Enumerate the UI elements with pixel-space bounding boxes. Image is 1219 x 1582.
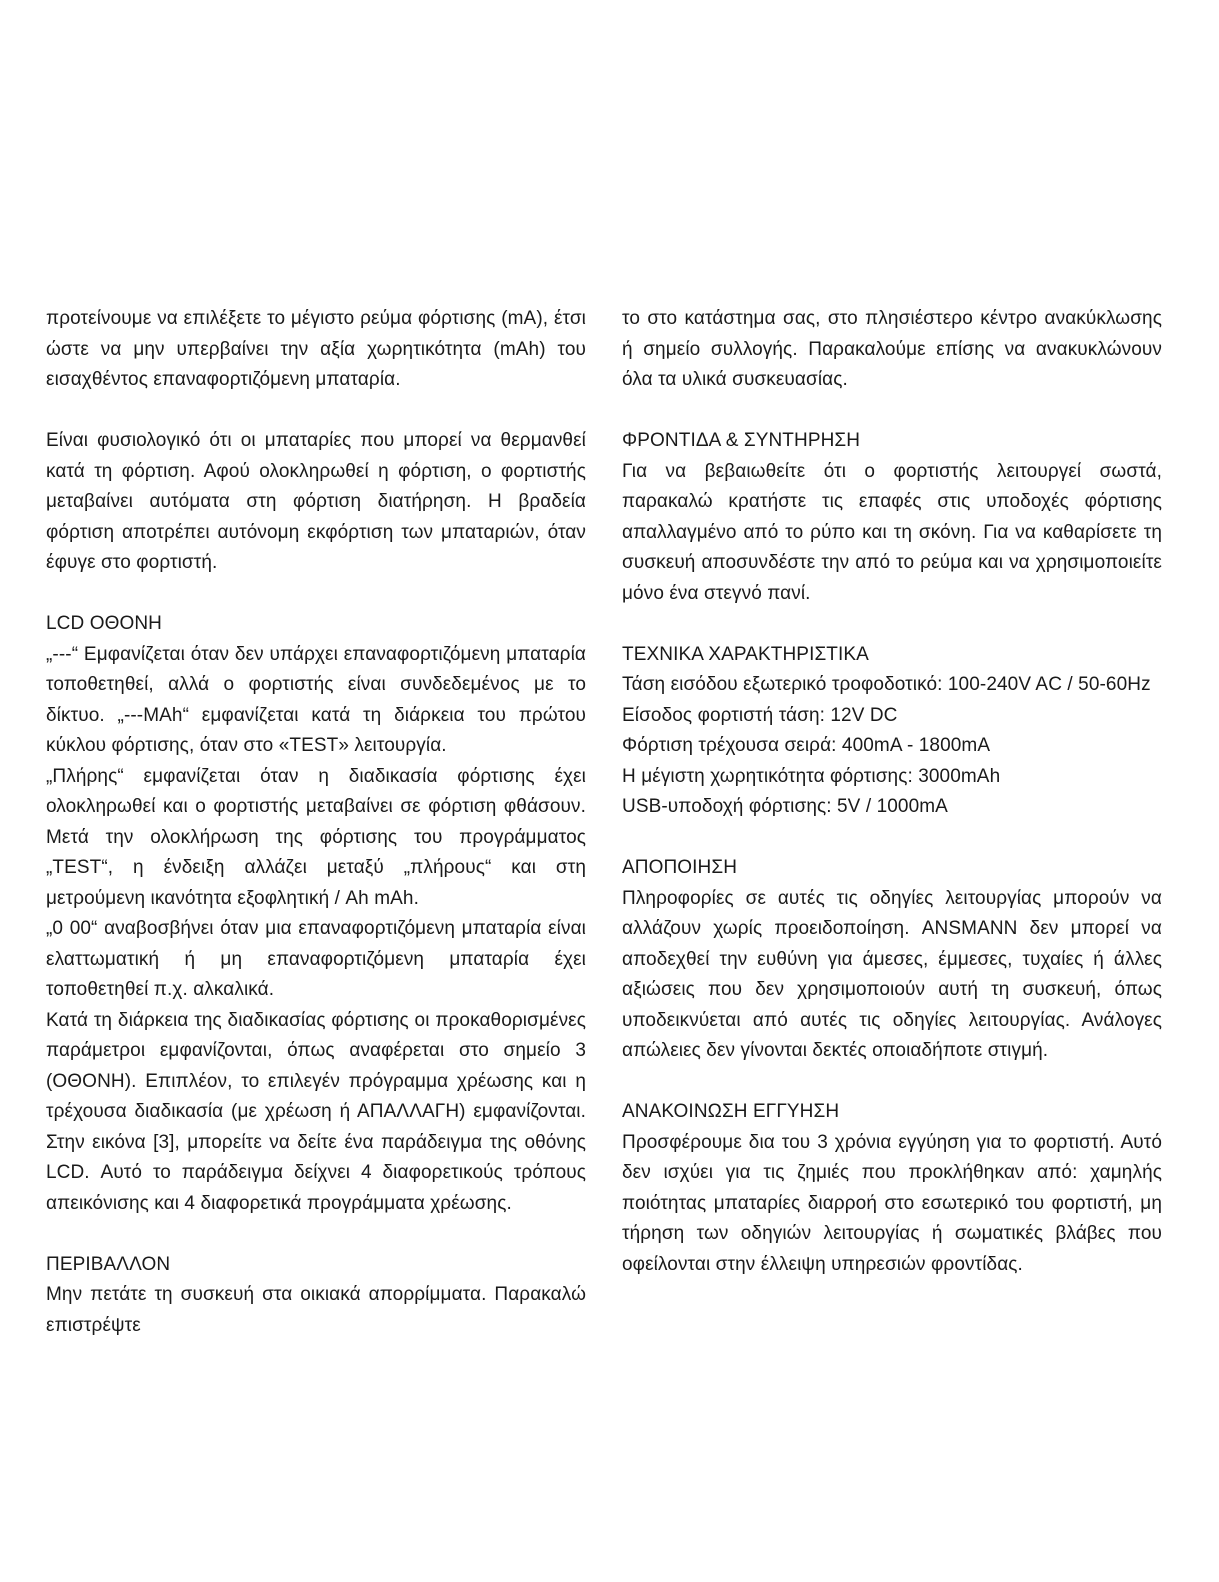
tech-heading: ΤΕΧΝΙΚΑ ΧΑΡΑΚΤΗΡΙΣΤΙΚΑ: [622, 643, 869, 665]
lcd-paragraph-2: „Πλήρης“ εμφανίζεται όταν η διαδικασία φόρτισης έχει ολοκληρωθεί και ο φορτιστής μεταβαίνει σε φόρτιση φθάσουν. Μετά την ολοκλήρωση της φόρτισης του προγράμματος „TEST“, η ένδειξη αλλάζει μεταξύ „πλήρους“ και στη μετρούμενη ικανότητα εξοφλητική / Ah mAh.: [46, 765, 586, 909]
lcd-heading: LCD ΟΘΟΝΗ: [46, 613, 162, 634]
right-column: [622, 304, 1162, 1280]
lcd-paragraph-1: „---“ Εμφανίζεται όταν δεν υπάρχει επαναφορτιζόμενη μπαταρία τοποθετηθεί, αλλά ο φορτιστής είναι συνδεδεμένος με το δίκτυο. „---MAh“ εμφανίζεται κατά τη διάρκεια του πρώτου κύκλου φόρτισης, όταν στο «TEST» λειτουργία.: [46, 643, 586, 756]
left-column: [46, 304, 586, 1341]
tech-spec-max-capacity: Η μέγιστη χωρητικότητα φόρτισης: 3000mAh: [622, 765, 1001, 787]
tech-spec-charger-voltage: Είσοδος φορτιστή τάση: 12V DC: [622, 704, 898, 726]
warranty-paragraph: Προσφέρουμε δια του 3 χρόνια εγγύηση για το φορτιστή. Αυτό δεν ισχύει για τις ζημιές που προκλήθηκαν από: χαμηλής ποιότητας μπαταρίες διαρροή στο εσωτερικό του φορτιστή, μη τήρηση των οδηγιών λειτουργίας ή σωματικές βλάβες που οφείλονται στην έλλειψη υπηρεσιών φροντίδας.: [622, 1131, 1162, 1275]
spacer: [622, 609, 1162, 640]
heating-paragraph: Είναι φυσιολογικό ότι οι μπαταρίες που μπορεί να θερμανθεί κατά τη φόρτιση. Αφού ολοκληρωθεί η φόρτιση, ο φορτιστής μεταβαίνει αυτόματα στη φόρτιση διατήρηση. Η βραδεία φόρτιση αποτρέπει αυτόνομη εκφόρτιση των μπαταριών, όταν έφυγε στο φορτιστή.: [46, 430, 586, 573]
warranty-heading: ΑΝΑΚΟΙΝΩΣΗ ΕΓΓΥΗΣΗ: [622, 1101, 840, 1122]
environment-paragraph-end: το στο κατάστημα σας, στο πλησιέστερο κέντρο ανακύκλωσης ή σημείο συλλογής. Παρακαλούμε επίσης να ανακυκλώνουν όλα τα υλικά συσκευασίας.: [622, 308, 1162, 390]
spacer: [46, 579, 586, 610]
tech-spec-usb: USB-υποδοχή φόρτισης: 5V / 1000mA: [622, 796, 948, 817]
spacer: [46, 396, 586, 427]
disclaimer-heading: ΑΠΟΠΟΙΗΣΗ: [622, 857, 738, 878]
care-heading: ΦΡΟΝΤΙΔΑ & ΣΥΝΤΗΡΗΣΗ: [622, 430, 861, 451]
environment-paragraph-start: Μην πετάτε τη συσκευή στα οικιακά απορρίμματα. Παρακαλώ επιστρέψτε: [46, 1284, 586, 1336]
lcd-paragraph-3: „0 00“ αναβοσβήνει όταν μια επαναφορτιζόμενη μπαταρία είναι ελαττωματική ή μη επαναφορτιζόμενη μπαταρία έχει τοποθετηθεί π.χ. αλκαλικά.: [46, 918, 586, 1000]
tech-spec-charge-current: Φόρτιση τρέχουσα σειρά: 400mA - 1800mA: [622, 735, 991, 756]
spacer: [46, 1219, 586, 1250]
disclaimer-paragraph: Πληροφορίες σε αυτές τις οδηγίες λειτουργίας μπορούν να αλλάζουν χωρίς προειδοποίηση. ANSMANN δεν μπορεί να αποδεχθεί την ευθύνη για άμεσες, έμμεσες, τυχαίες ή άλλες αξιώσεις που δεν χρησιμοποιούν αυτή τη συσκευή, όπως υποδεικνύεται από αυτές τις οδηγίες λειτουργίας. Ανάλογες απώλειες δεν γίνονται δεκτές οποιαδήποτε στιγμή.: [622, 887, 1162, 1061]
environment-heading: ΠΕΡΙΒΑΛΛΟΝ: [46, 1253, 171, 1275]
spacer: [622, 396, 1162, 427]
spacer: [622, 1067, 1162, 1098]
tech-spec-input-voltage: Τάση εισόδου εξωτερικό τροφοδοτικό: 100-240V AC / 50-60Hz: [622, 674, 1151, 695]
intro-paragraph: προτείνουμε να επιλέξετε το μέγιστο ρεύμα φόρτισης (mA), έτσι ώστε να μην υπερβαίνει την αξία χωρητικότητα (mAh) του εισαχθέντος επαναφορτιζόμενη μπαταρία.: [46, 308, 586, 390]
lcd-paragraph-4: Κατά τη διάρκεια της διαδικασίας φόρτισης οι προκαθορισμένες παράμετροι εμφανίζονται, όπως αναφέρεται στο σημείο 3 (ΟΘΟΝΗ). Επιπλέον, το επιλεγέν πρόγραμμα χρέωσης και η τρέχουσα διαδικασία (με χρέωση ή ΑΠΑΛΛΑΓΗ) εμφανίζονται. Στην εικόνα [3], μπορείτε να δείτε ένα παράδειγμα της οθόνης LCD. Αυτό το παράδειγμα δείχνει 4 διαφορετικούς τρόπους απεικόνισης και 4 διαφορετικά προγράμματα χρέωσης.: [46, 1009, 586, 1214]
care-paragraph: Για να βεβαιωθείτε ότι ο φορτιστής λειτουργεί σωστά, παρακαλώ κρατήστε τις επαφές στις υποδοχές φόρτισης απαλλαγμένο από το ρύπο και τη σκόνη. Για να καθαρίσετε τη συσκευή αποσυνδέστε την από το ρεύμα και να χρησιμοποιείτε μόνο ένα στεγνό πανί.: [622, 460, 1162, 604]
spacer: [622, 823, 1162, 854]
